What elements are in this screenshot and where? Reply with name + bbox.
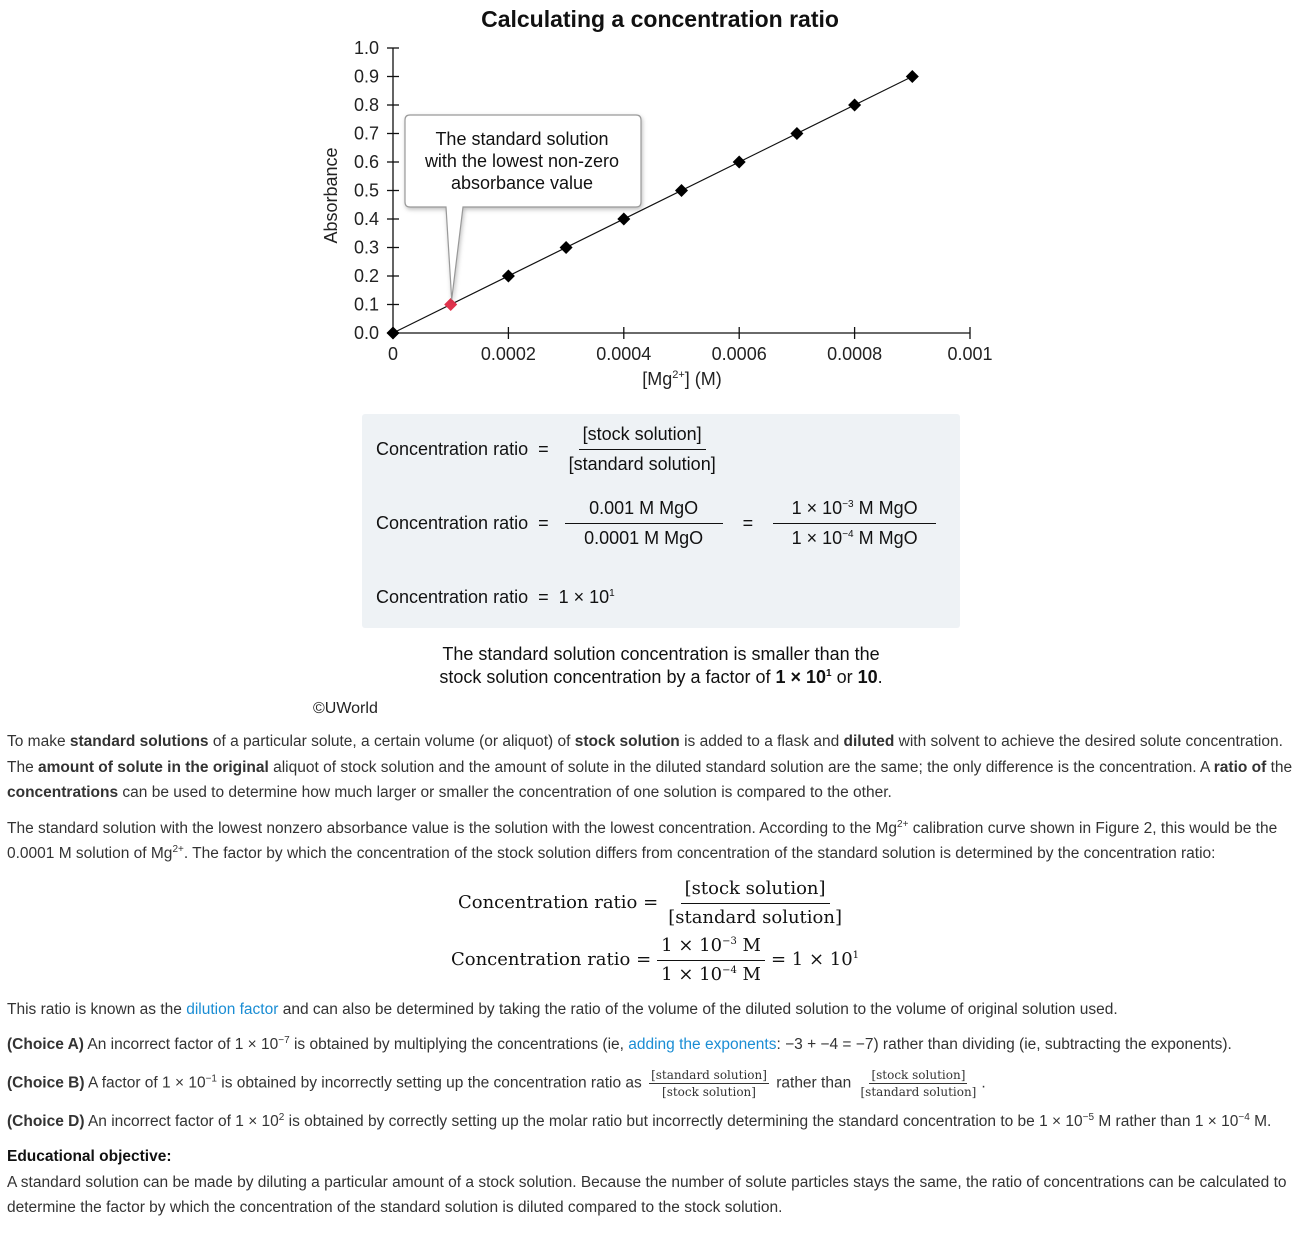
formula-row-1: Concentration ratio = $\frac{\text{[stock solution]}}{\text{[standard solution]}}$ xyxy=(376,424,726,475)
formula-label: Concentration ratio xyxy=(376,587,529,607)
math-equation-2: Concentration ratio = $\frac{1 \times 10^{-3} M}{1 \times 10^{-4} M}$ = $1 \times 10^1$ xyxy=(450,934,860,985)
y-tick-label: 0.2 xyxy=(353,266,379,286)
x-tick-label: 0.001 xyxy=(947,344,993,364)
formula-box xyxy=(362,414,960,628)
calibration-chart xyxy=(0,0,1311,410)
objective-title: Educational objective: xyxy=(7,1148,172,1165)
data-point xyxy=(617,213,630,226)
y-tick-label: 0.4 xyxy=(353,209,379,229)
callout-text: with the lowest non-zero xyxy=(424,151,620,171)
x-axis-label: $[Mg^{2+}]$ (M) xyxy=(642,369,722,389)
dilution-factor-link[interactable]: dilution factor xyxy=(186,1000,279,1018)
adding-exponents-link[interactable]: adding the exponents xyxy=(628,1036,777,1053)
math-equation-1: Concentration ratio = [stock solution] [standard solution] xyxy=(457,877,842,928)
y-tick-label: 0.7 xyxy=(353,123,379,144)
formula-fraction-exponents: $\frac{1 \times 10^{-3} M MgO}{1 \times 10^{-4} M MgO}$ xyxy=(773,498,936,549)
choice-a: (Choice A) An incorrect factor of $1 \times 10^{-7}$ is obtained by multiplying the concentrations (ie, adding the exponents: −3 + −4 = −7) rather than dividing (ie, subtracting the exponents). xyxy=(7,1034,1232,1053)
data-point xyxy=(733,156,746,169)
formula-label: Concentration ratio xyxy=(376,513,529,533)
y-tick-label: 0.0 xyxy=(353,323,379,343)
y-tick-label: 0.5 xyxy=(353,180,379,201)
callout-text: The standard solution xyxy=(435,129,609,149)
y-tick-label: 0.1 xyxy=(353,294,379,315)
formula-fraction: $\frac{\text{0.001 M MgO}}{\text{0.0001 M MgO}}$ xyxy=(565,498,723,549)
paragraph-3: This ratio is known as the dilution factor and can also be determined by taking the ratio of the volume of the diluted solution to the volume of original solution used. xyxy=(7,1000,1118,1018)
data-point xyxy=(560,241,573,254)
y-tick-label: 0.6 xyxy=(353,152,379,172)
data-point xyxy=(387,327,400,340)
formula-result: $1 \times 10^1$ xyxy=(558,587,615,607)
figure-caption: The standard solution concentration is smaller than the stock solution concentration by a factor of $1 \times 10^1$ or 10. xyxy=(439,644,883,687)
x-tick-label: 0 xyxy=(387,344,399,364)
copyright: ©UWorld xyxy=(313,700,378,717)
x-tick-label: 0.0006 xyxy=(711,344,767,364)
data-point xyxy=(848,99,861,112)
y-tick-label: 1.0 xyxy=(353,38,379,58)
callout-text: absorbance value xyxy=(450,173,594,193)
formula-fraction: $\frac{\text{[stock solution]}}{\text{[standard solution]}}$ xyxy=(568,424,716,474)
choice-d: (Choice D) An incorrect factor of $1 \times 10^2$ is obtained by correctly setting up the molar ratio but incorrectly determining the standard concentration to be $1 \times 10^{-5}$ M rather than $1 \times 10^{-4}$ M. xyxy=(7,1111,1272,1130)
y-axis-label: Absorbance xyxy=(321,147,341,244)
y-tick-label: 0.8 xyxy=(353,95,379,115)
choice-b: (Choice B) A factor of $1 \times 10^{-1}$ is obtained by incorrectly setting up the concentration ratio as [standard solution] [stock solution] rather than [stock solution] [standard solution] . xyxy=(7,1067,986,1099)
paragraph-1: To make standard solutions of a particular solute, a certain volume (or aliquot) of stock solution is added to a flask and diluted with solvent to achieve the desired solute concentration. The amount of solute in the original aliquot of stock solution and the amount of solute in the diluted standard solution are the same; the only difference is the concentration. A ratio of the concentrations can be used to determine how much larger or smaller the concentration of one solution is compared to the other. xyxy=(7,733,1293,801)
paragraph-2: The standard solution with the lowest nonzero absorbance value is the solution with the lowest concentration. According to the $Mg^{2+}$ calibration curve shown in Figure 2, this would be the 0.0001 M solution of $Mg^{2+}$. The factor by which the concentration of the stock solution differs from concentration of the standard solution is determined by the concentration ratio: xyxy=(7,818,1278,862)
y-tick-label: 0.3 xyxy=(353,237,379,258)
explanation xyxy=(7,729,1303,1231)
data-point xyxy=(502,270,515,283)
formula-row-2: Concentration ratio = $\frac{\text{0.001 M MgO}}{\text{0.0001 M MgO}}$ = $\frac{1 \times 10^{-3} M MgO}{1 \times 10^{-4} M MgO}$ xyxy=(376,498,942,549)
data-point xyxy=(790,127,803,140)
x-tick-label: 0.0002 xyxy=(480,344,536,364)
y-tick-label: 0.9 xyxy=(353,66,379,87)
chart-title: Calculating a concentration ratio xyxy=(481,6,839,32)
objective-text: A standard solution can be made by diluting a particular amount of a stock solution. Because the number of solute particles stays the same, the ratio of concentrations can be calculated to determine the factor by which the concentration of the standard solution is diluted compared to the stock solution. xyxy=(7,1173,1287,1216)
x-tick-label: 0.0008 xyxy=(827,344,883,364)
data-point xyxy=(906,70,919,83)
data-point xyxy=(675,184,688,197)
formula-row-3: Concentration ratio = $1 \times 10^1$ xyxy=(376,587,615,607)
x-tick-label: 0.0004 xyxy=(596,344,652,364)
formula-label: Concentration ratio xyxy=(376,439,529,459)
highlighted-data-point xyxy=(444,298,457,311)
